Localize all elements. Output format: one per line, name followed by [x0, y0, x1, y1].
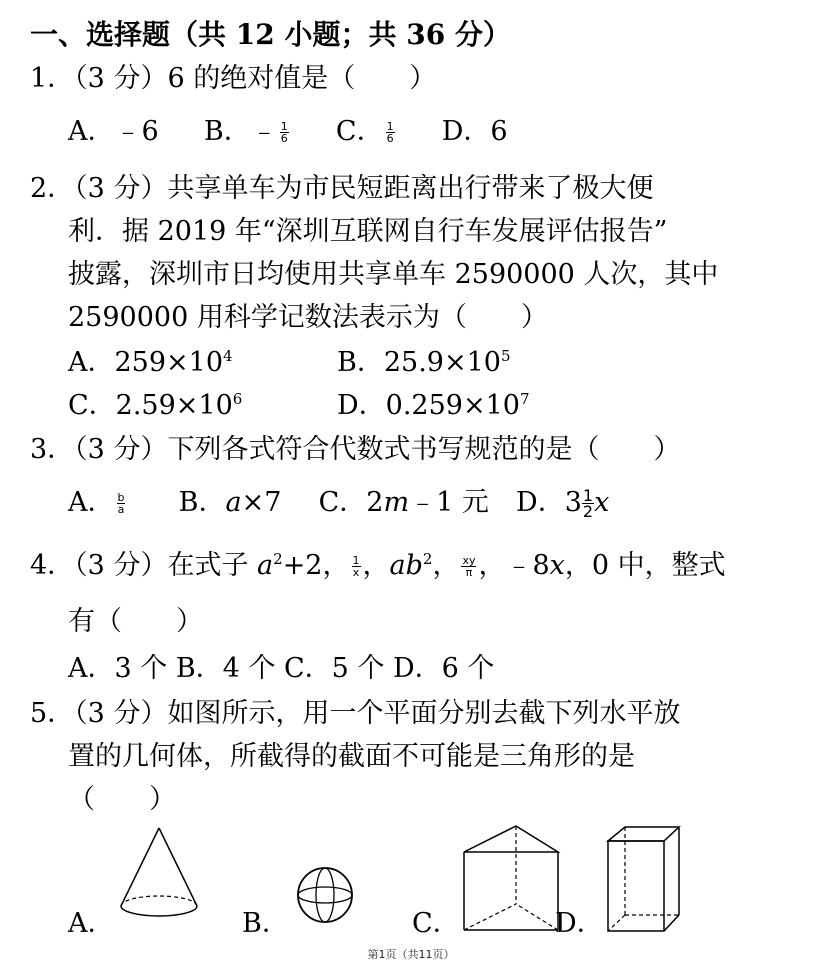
- q2-stem-line4: 2590000 用科学记数法表示为（ ）: [68, 302, 548, 333]
- sphere-icon: [296, 866, 356, 926]
- q4-options[interactable]: A．3 个 B．4 个 C．5 个 D．6 个: [68, 653, 495, 684]
- q5-option-a[interactable]: A．: [68, 908, 115, 939]
- q3-options: [68, 486, 609, 520]
- fraction: $\frac{b}{a}$: [117, 491, 125, 516]
- q1-option-b[interactable]: B．﹣ $\frac{1}{6}$: [203, 116, 288, 147]
- q2-stem-line2: 利．据 2019 年“深圳互联网自行车发展评估报告”: [68, 216, 668, 247]
- fraction: $\frac{1}{x}$: [352, 554, 360, 579]
- q4-stem-line2: 有（ ）: [68, 606, 203, 637]
- q2-option-c[interactable]: C．$2.59\times 10^6$: [68, 390, 243, 421]
- q5-stem-line1: 5．（3 分）如图所示，用一个平面分别去截下列水平放: [30, 698, 681, 729]
- q3-option-c[interactable]: C．2m﹣1 元: [318, 487, 489, 518]
- q3-option-d[interactable]: D．3 $\frac{1}{2}$ x: [516, 486, 610, 521]
- cone-icon: [113, 826, 203, 936]
- fraction: $\frac{1}{2}$: [582, 486, 594, 521]
- q3-stem: 3．（3 分）下列各式符合代数式书写规范的是（ ）: [30, 434, 681, 465]
- q1-option-d[interactable]: D．6: [441, 116, 508, 147]
- q5-option-d[interactable]: D．: [555, 908, 604, 939]
- page-footer: 第1页（共11页）: [367, 948, 455, 961]
- q1-option-c[interactable]: C． $\frac{1}{6}$: [335, 116, 394, 147]
- q4-stem-line1: 4．（3 分）在式子 $a^2+2$， $\frac{1}{x}$ ，$ab^2$， $\frac{xy}{\pi}$ ，﹣8x，0 中，整式: [30, 550, 726, 581]
- q5-option-b[interactable]: B．: [242, 908, 289, 939]
- q2-stem-line3: 披露，深圳市日均使用共享单车 2590000 人次，其中: [68, 259, 719, 290]
- q3-option-b[interactable]: B．a×7: [178, 487, 282, 518]
- q1-stem: 1．（3 分）6 的绝对值是（ ）: [30, 63, 437, 94]
- q2-option-a[interactable]: A．$259\times 10^4$: [68, 347, 233, 378]
- q5-stem-line2: 置的几何体，所截得的截面不可能是三角形的是: [68, 741, 635, 772]
- q2-option-d[interactable]: D．$0.259\times 10^7$: [337, 390, 530, 421]
- q3-option-a[interactable]: A． $\frac{b}{a}$: [68, 487, 125, 518]
- fraction: $\frac{1}{6}$: [280, 120, 288, 145]
- triangular-prism-icon: [458, 820, 568, 932]
- section-heading: 一、选择题（共 12 小题；共 36 分）: [30, 18, 511, 51]
- q2-option-b[interactable]: B．$25.9\times 10^5$: [337, 347, 511, 378]
- rectangular-prism-icon: [605, 823, 685, 935]
- fraction: $\frac{1}{6}$: [386, 120, 394, 145]
- q5-option-c[interactable]: C．: [412, 908, 460, 939]
- q1-option-a[interactable]: A．﹣6: [68, 116, 159, 147]
- q2-stem-line1: 2．（3 分）共享单车为市民短距离出行带来了极大便: [30, 173, 654, 204]
- q1-options: [68, 115, 508, 149]
- q5-stem-line3: （ ）: [68, 784, 176, 815]
- fraction: $\frac{xy}{\pi}$: [462, 554, 476, 579]
